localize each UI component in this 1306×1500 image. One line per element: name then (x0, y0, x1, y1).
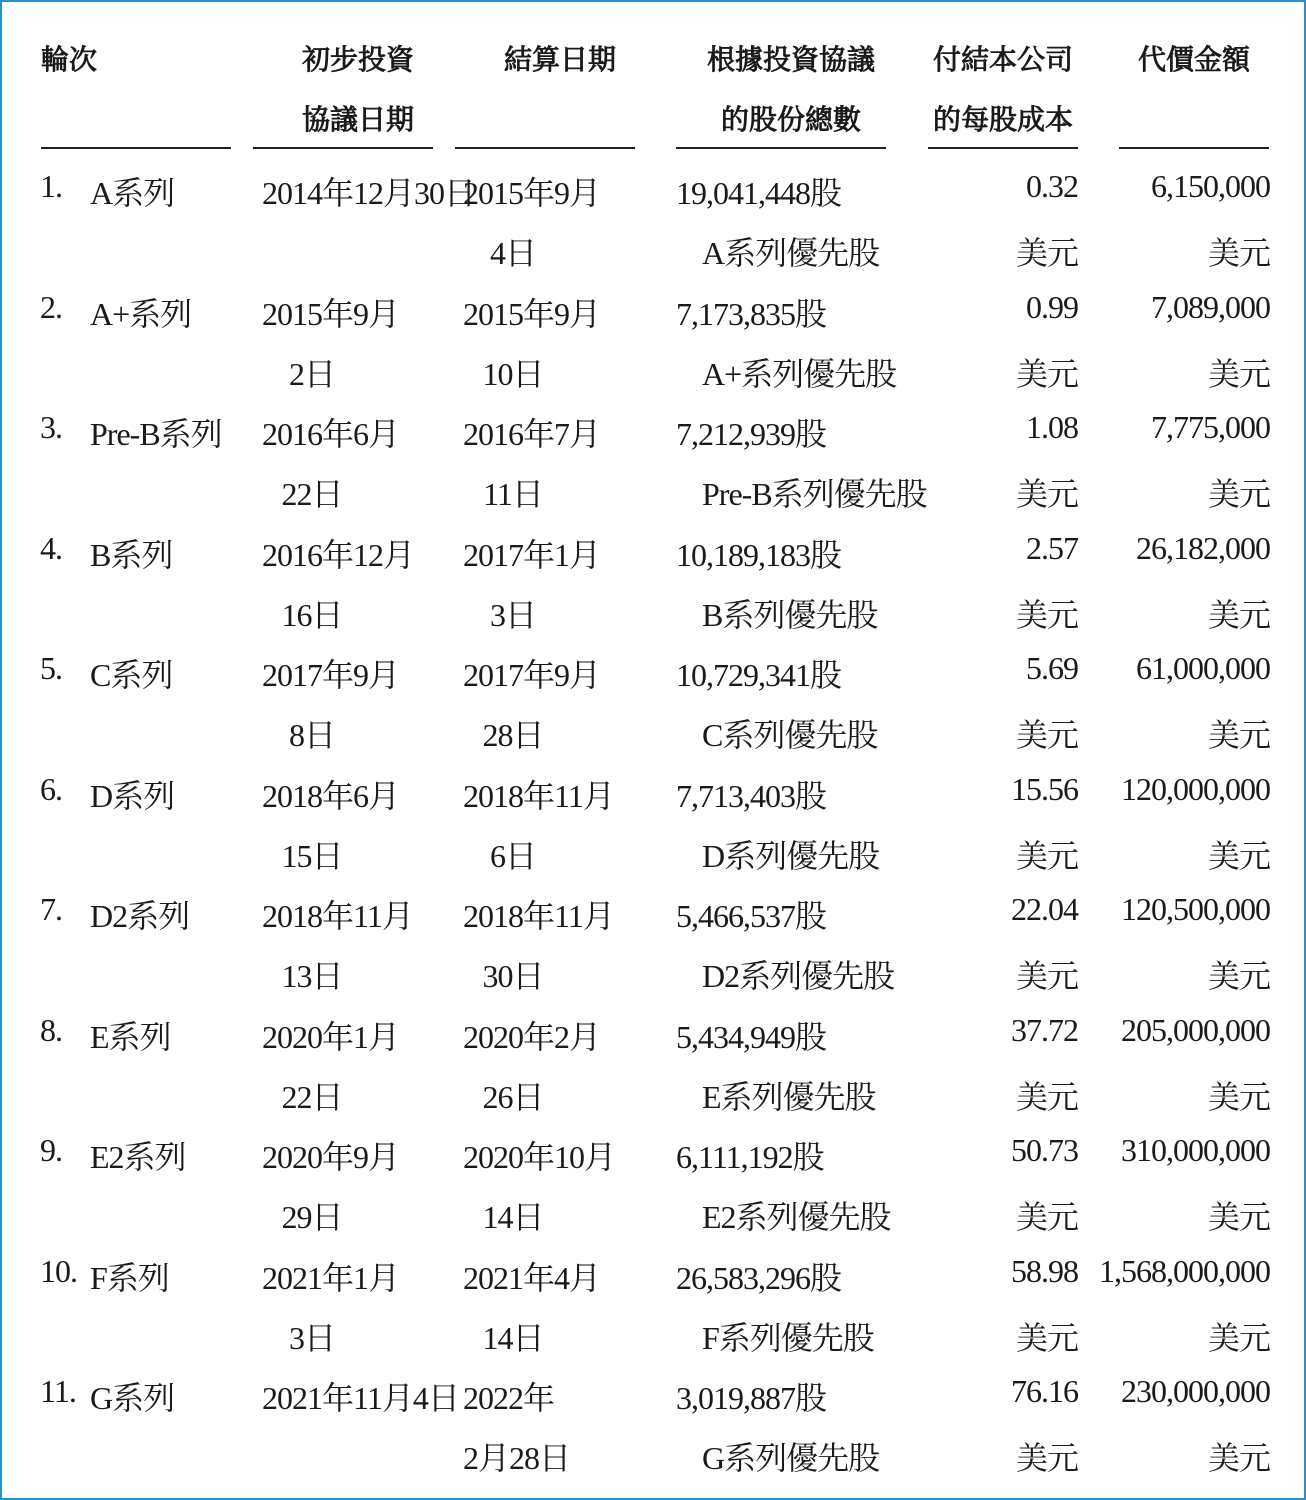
row-shares: 19,041,448股 (676, 175, 842, 211)
header-settle-line2: 結算日期 (503, 43, 616, 76)
row-cost-currency: 美元 (1015, 597, 1078, 633)
row-share-class: D2系列優先股 (702, 958, 895, 994)
row-initial-date-day: 29日 (281, 1199, 343, 1235)
row-amount: 26,182,000 (1136, 530, 1270, 566)
row-settle-date-day: 3日 (489, 597, 536, 633)
row-shares: 5,434,949股 (676, 1019, 827, 1055)
row-share-class: E系列優先股 (702, 1079, 876, 1115)
row-settle-date-day: 14日 (482, 1199, 544, 1235)
row-cost-currency: 美元 (1015, 1199, 1078, 1235)
row-settle-date-day: 28日 (482, 717, 544, 753)
row-settle-date: 2015年9月 (463, 175, 601, 211)
row-cost: 37.72 (1011, 1012, 1078, 1048)
row-amount: 310,000,000 (1121, 1132, 1270, 1168)
header-shares-line1: 根據投資協議 (706, 43, 875, 76)
row-amount-currency: 美元 (1207, 356, 1270, 392)
row-share-class: A+系列優先股 (702, 356, 897, 392)
row-cost-currency: 美元 (1015, 476, 1078, 512)
row-shares: 5,466,537股 (676, 898, 827, 934)
row-shares: 3,019,887股 (676, 1380, 827, 1416)
row-shares: 26,583,296股 (676, 1260, 842, 1296)
row-share-class: G系列優先股 (702, 1440, 880, 1476)
row-settle-date-day: 11日 (483, 476, 543, 512)
row-initial-date-day: 22日 (281, 476, 343, 512)
row-share-class: A系列優先股 (702, 235, 880, 271)
row-settle-date: 2020年2月 (463, 1019, 601, 1055)
row-number: 8. (40, 1012, 62, 1048)
row-share-class: B系列優先股 (702, 597, 878, 633)
row-amount-currency: 美元 (1207, 958, 1270, 994)
row-settle-date: 2015年9月 (463, 296, 601, 332)
row-cost-currency: 美元 (1015, 1079, 1078, 1115)
row-series: D系列 (90, 778, 175, 814)
row-cost: 58.98 (1011, 1253, 1078, 1289)
row-number: 2. (40, 289, 62, 325)
row-amount: 205,000,000 (1121, 1012, 1270, 1048)
row-number: 9. (40, 1132, 62, 1168)
row-initial-date: 2021年11月4日 (262, 1380, 459, 1416)
row-share-class: F系列優先股 (702, 1320, 874, 1356)
row-cost: 50.73 (1011, 1132, 1078, 1168)
row-initial-date-day: 3日 (288, 1320, 335, 1356)
row-number: 10. (40, 1253, 77, 1289)
header-initial-date (253, 30, 433, 150)
row-share-class: E2系列優先股 (702, 1199, 891, 1235)
row-cost-currency: 美元 (1015, 717, 1078, 753)
row-settle-date: 2022年 (463, 1380, 555, 1416)
row-settle-date-day: 30日 (482, 958, 544, 994)
row-settle-date: 2018年11月 (463, 778, 614, 814)
row-amount: 6,150,000 (1151, 168, 1270, 204)
row-initial-date-day: 22日 (281, 1079, 343, 1115)
header-consideration (1119, 30, 1269, 150)
header-round-line2: 輪次 (41, 43, 98, 76)
header-consideration-line2: 代價金額 (1137, 43, 1250, 76)
header-rule-consideration (1119, 147, 1269, 149)
row-number: 4. (40, 530, 62, 566)
row-amount: 120,000,000 (1121, 771, 1270, 807)
row-settle-date-day: 26日 (482, 1079, 544, 1115)
row-initial-date: 2015年9月 (262, 296, 400, 332)
row-amount-currency: 美元 (1207, 235, 1270, 271)
row-initial-date: 2020年1月 (262, 1019, 400, 1055)
header-rule-settle (455, 147, 635, 149)
row-cost: 0.99 (1026, 289, 1078, 325)
row-number: 3. (40, 409, 62, 445)
header-round (41, 30, 231, 150)
row-settle-date-day: 4日 (489, 235, 536, 271)
row-initial-date-day: 13日 (281, 958, 343, 994)
row-amount: 1,568,000,000 (1099, 1253, 1270, 1289)
header-rule-round (41, 147, 231, 149)
row-series: E2系列 (90, 1139, 186, 1175)
header-initial-line1: 初步投資 (301, 43, 414, 76)
row-initial-date: 2020年9月 (262, 1139, 400, 1175)
row-amount: 7,775,000 (1151, 409, 1270, 445)
header-shares-line2: 的股份總數 (720, 103, 861, 136)
row-shares: 6,111,192股 (676, 1139, 824, 1175)
row-cost: 1.08 (1026, 409, 1078, 445)
row-series: E系列 (90, 1019, 171, 1055)
row-initial-date-day: 8日 (288, 717, 335, 753)
row-number: 1. (40, 168, 62, 204)
row-settle-date-day: 14日 (482, 1320, 544, 1356)
row-settle-date: 2018年11月 (463, 898, 614, 934)
row-cost: 2.57 (1026, 530, 1078, 566)
row-shares: 10,729,341股 (676, 657, 842, 693)
row-cost-currency: 美元 (1015, 235, 1078, 271)
row-cost-currency: 美元 (1015, 356, 1078, 392)
row-number: 6. (40, 771, 62, 807)
row-cost: 76.16 (1011, 1373, 1078, 1409)
row-number: 7. (40, 891, 62, 927)
row-settle-date: 2020年10月 (463, 1139, 616, 1175)
header-rule-initial (253, 147, 433, 149)
row-initial-date: 2017年9月 (262, 657, 400, 693)
row-amount-currency: 美元 (1207, 717, 1270, 753)
row-series: C系列 (90, 657, 173, 693)
row-series: Pre-B系列 (90, 416, 222, 452)
row-cost: 5.69 (1026, 650, 1078, 686)
row-cost: 22.04 (1011, 891, 1078, 927)
header-cost-line1: 付結本公司 (932, 43, 1073, 76)
row-number: 11. (40, 1373, 76, 1409)
row-initial-date-day: 15日 (281, 838, 343, 874)
row-amount: 230,000,000 (1121, 1373, 1270, 1409)
row-settle-date-day: 10日 (482, 356, 544, 392)
row-amount: 120,500,000 (1121, 891, 1270, 927)
row-series: F系列 (90, 1260, 169, 1296)
row-share-class: C系列優先股 (702, 717, 878, 753)
header-initial-line2: 協議日期 (301, 103, 414, 136)
row-settle-date: 2021年4月 (463, 1260, 601, 1296)
row-series: B系列 (90, 537, 173, 573)
row-shares: 7,173,835股 (676, 296, 827, 332)
row-initial-date: 2018年6月 (262, 778, 400, 814)
row-amount-currency: 美元 (1207, 1199, 1270, 1235)
row-amount-currency: 美元 (1207, 1079, 1270, 1115)
header-shares (676, 30, 886, 150)
row-settle-date-day: 6日 (489, 838, 536, 874)
row-settle-date-day: 2月28日 (463, 1440, 571, 1476)
row-initial-date: 2021年1月 (262, 1260, 400, 1296)
row-settle-date: 2016年7月 (463, 416, 601, 452)
row-amount: 61,000,000 (1136, 650, 1270, 686)
row-initial-date-day: 2日 (288, 356, 335, 392)
row-amount-currency: 美元 (1207, 597, 1270, 633)
row-initial-date: 2016年6月 (262, 416, 400, 452)
header-cost (928, 30, 1078, 150)
row-cost: 15.56 (1011, 771, 1078, 807)
row-settle-date: 2017年1月 (463, 537, 601, 573)
row-initial-date: 2014年12月30日 (262, 175, 476, 211)
row-share-class: Pre-B系列優先股 (702, 476, 927, 512)
header-cost-line2: 的每股成本 (932, 103, 1073, 136)
row-cost-currency: 美元 (1015, 958, 1078, 994)
row-share-class: D系列優先股 (702, 838, 880, 874)
header-rule-shares (676, 147, 886, 149)
row-cost-currency: 美元 (1015, 838, 1078, 874)
row-initial-date: 2016年12月 (262, 537, 415, 573)
row-amount-currency: 美元 (1207, 476, 1270, 512)
header-rule-cost (928, 147, 1078, 149)
row-shares: 10,189,183股 (676, 537, 842, 573)
row-shares: 7,713,403股 (676, 778, 827, 814)
row-settle-date: 2017年9月 (463, 657, 601, 693)
row-cost-currency: 美元 (1015, 1320, 1078, 1356)
row-amount: 7,089,000 (1151, 289, 1270, 325)
row-series: A+系列 (90, 296, 192, 332)
row-number: 5. (40, 650, 62, 686)
row-initial-date: 2018年11月 (262, 898, 413, 934)
row-series: A系列 (90, 175, 175, 211)
row-series: D2系列 (90, 898, 190, 934)
row-amount-currency: 美元 (1207, 838, 1270, 874)
row-cost-currency: 美元 (1015, 1440, 1078, 1476)
row-amount-currency: 美元 (1207, 1440, 1270, 1476)
row-shares: 7,212,939股 (676, 416, 827, 452)
row-series: G系列 (90, 1380, 175, 1416)
header-settlement-date (455, 30, 635, 150)
row-initial-date-day: 16日 (281, 597, 343, 633)
row-amount-currency: 美元 (1207, 1320, 1270, 1356)
row-cost: 0.32 (1026, 168, 1078, 204)
